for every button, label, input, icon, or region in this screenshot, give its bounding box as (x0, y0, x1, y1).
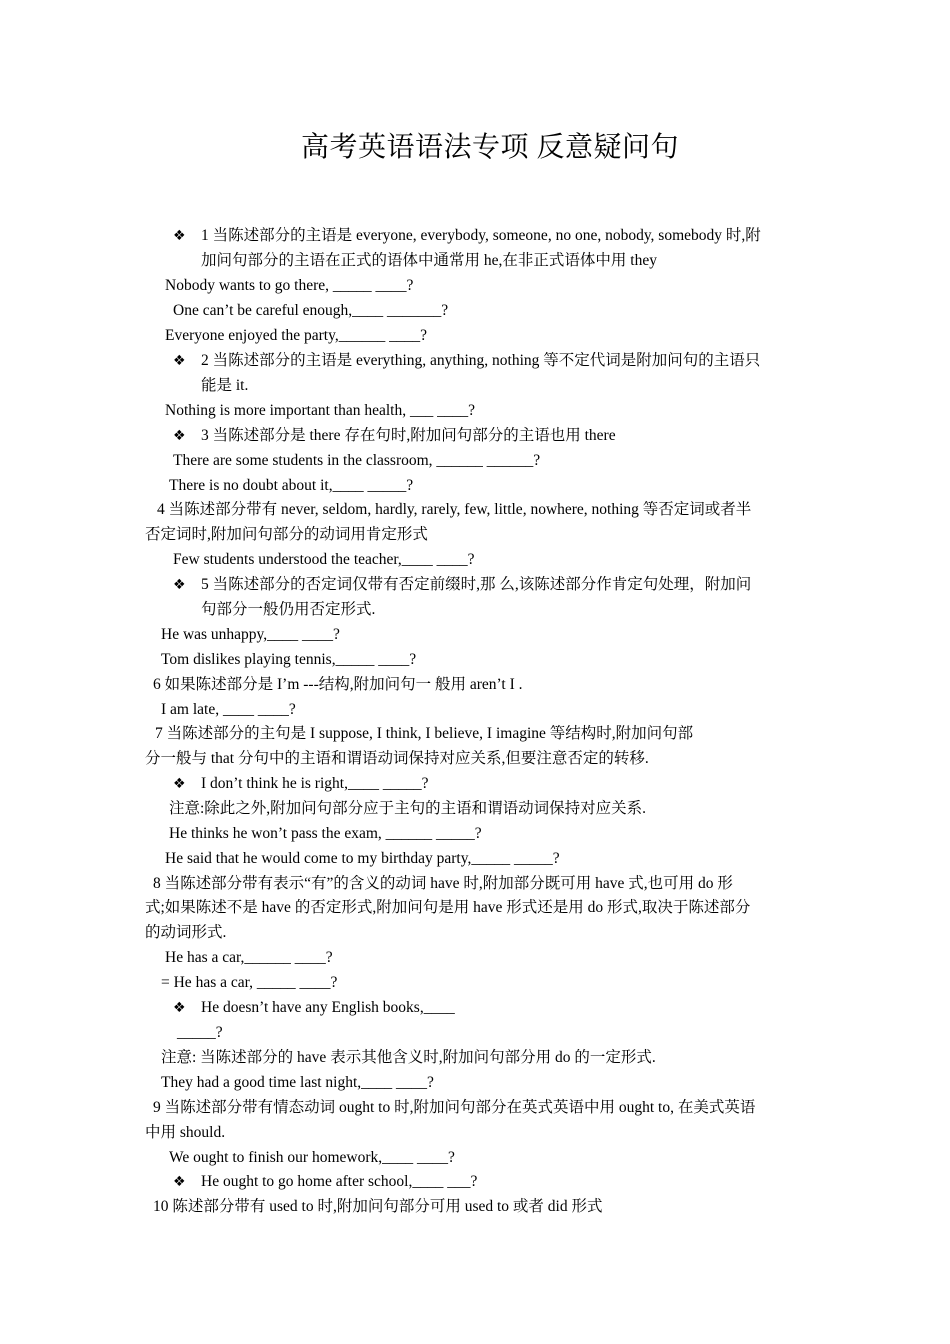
bullet-icon: ❖ (173, 577, 186, 593)
rule-8-line-1: 8 当陈述部分带有表示“有”的含义的动词 have 时,附加部分既可用 have 式,也可用 do 形 (153, 875, 733, 892)
page-title: 高考英语语法专项 反意疑问句 (300, 132, 679, 163)
rule-9-line-2: 中用 should. (145, 1124, 226, 1141)
example-sentence: Nothing is more important than health, ___ ____? (165, 402, 475, 419)
example-sentence: Tom dislikes playing tennis,_____ ____? (161, 651, 417, 668)
example-sentence: = He has a car, _____ ____? (161, 974, 338, 991)
bullet-icon: ❖ (173, 776, 186, 792)
note-line: 注意: 当陈述部分的 have 表示其他含义时,附加问句部分用 do 的一定形式. (161, 1049, 656, 1066)
rule-8-line-3: 的动词形式. (145, 924, 227, 941)
example-sentence: Few students understood the teacher,____ ____? (173, 551, 475, 568)
example-sentence: There are some students in the classroom, ______ ______? (173, 452, 541, 469)
example-sentence: One can’t be careful enough,____ _______? (173, 302, 449, 319)
bullet-icon: ❖ (173, 228, 186, 244)
rule-9-line-1: 9 当陈述部分带有情态动词 ought to 时,附加问句部分在英式英语中用 ought to, 在美式英语 (153, 1099, 756, 1116)
example-sentence: They had a good time last night,____ ____? (161, 1074, 434, 1091)
example-sentence: He has a car,______ ____? (165, 949, 333, 966)
rule-1-line-2: 加问句部分的主语在正式的语体中通常用 he,在非正式语体中用 they (201, 252, 657, 269)
bullet-icon: ❖ (173, 1174, 186, 1190)
rule-2-line-2: 能是 it. (201, 377, 249, 394)
example-sentence: I don’t think he is right,____ _____? (201, 775, 429, 792)
rule-4-line-2: 否定词时,附加问句部分的动词用肯定形式 (145, 526, 428, 543)
bullet-icon: ❖ (173, 353, 186, 369)
example-sentence: He was unhappy,____ ____? (161, 626, 340, 643)
bullet-icon: ❖ (173, 1000, 186, 1016)
example-sentence: He doesn’t have any English books,____ (201, 999, 455, 1016)
example-sentence: He ought to go home after school,____ ___? (201, 1173, 478, 1190)
note-line: 注意:除此之外,附加问句部分应于主句的主语和谓语动词保持对应关系. (169, 800, 647, 817)
example-sentence: There is no doubt about it,____ _____? (169, 477, 414, 494)
example-sentence: He said that he would come to my birthday party,_____ _____? (165, 850, 560, 867)
example-sentence: He thinks he won’t pass the exam, ______ _____? (169, 825, 482, 842)
example-sentence: Everyone enjoyed the party,______ ____? (165, 327, 427, 344)
rule-6-line-1: 6 如果陈述部分是 I’m ---结构,附加问句一 般用 aren’t I . (153, 676, 523, 693)
rule-10-line-1: 10 陈述部分带有 used to 时,附加问句部分可用 used to 或者 did 形式 (153, 1198, 603, 1215)
example-sentence-continuation: _____? (177, 1024, 223, 1041)
rule-5-line-1: 5 当陈述部分的否定词仅带有否定前缀时,那 么,该陈述部分作肯定句处理，附加问 (201, 576, 752, 593)
example-sentence: Nobody wants to go there, _____ ____? (165, 277, 414, 294)
rule-4-line-1: 4 当陈述部分带有 never, seldom, hardly, rarely, few, little, nowhere, nothing 等否定词或者半 (157, 501, 752, 518)
example-sentence: We ought to finish our homework,____ ____? (169, 1149, 455, 1166)
rule-7-line-2: 分一般与 that 分句中的主语和谓语动词保持对应关系,但要注意否定的转移. (145, 750, 649, 767)
rule-5-line-2: 句部分一般仍用否定形式. (201, 601, 376, 618)
rule-1-line-1: 1 当陈述部分的主语是 everyone, everybody, someone, no one, nobody, somebody 时,附 (201, 227, 761, 244)
rule-8-line-2: 式;如果陈述不是 have 的否定形式,附加问句是用 have 形式还是用 do 形式,取决于陈述部分 (145, 899, 751, 916)
rule-7-line-1: 7 当陈述部分的主句是 I suppose, I think, I believe, I imagine 等结构时,附加问句部 (155, 725, 694, 742)
rule-2-line-1: 2 当陈述部分的主语是 everything, anything, nothing 等不定代词是附加问句的主语只 (201, 352, 761, 369)
example-sentence: I am late, ____ ____? (161, 701, 296, 718)
bullet-icon: ❖ (173, 428, 186, 444)
rule-3-line-1: 3 当陈述部分是 there 存在句时,附加问句部分的主语也用 there (201, 427, 616, 444)
